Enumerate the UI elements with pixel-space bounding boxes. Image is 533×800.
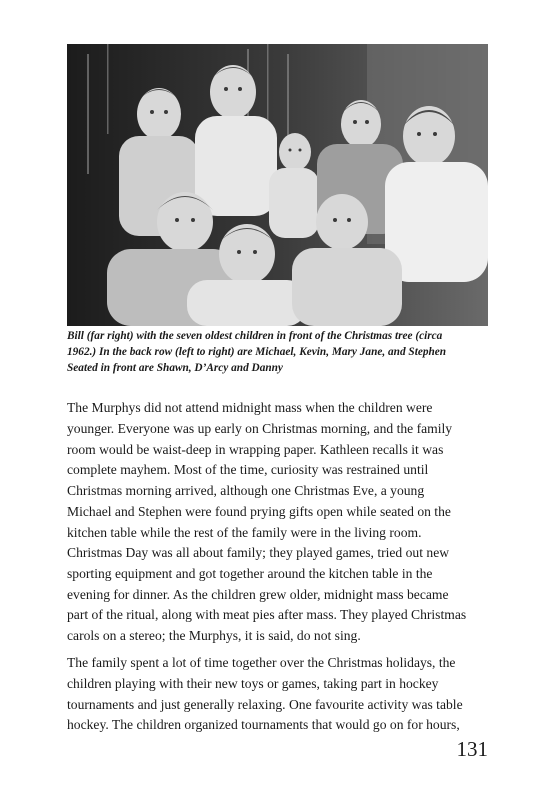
text-line: Michael and Stephen were found prying gifts open while seated on the <box>67 503 451 519</box>
text-line: Christmas Day was all about family; they played games, tried out new <box>67 545 450 560</box>
text-line: complete mayhem. Most of the time, curiosity was restrained until <box>67 462 429 478</box>
family-photo-icon <box>67 44 488 326</box>
text-line: sporting equipment and got together around the kitchen table in the <box>67 565 433 581</box>
body-paragraph-2 <box>67 543 497 647</box>
family-photo <box>67 44 488 326</box>
text-line: room would be waist-deep in wrapping paper. Kathleen recalls it was <box>67 441 444 457</box>
body-paragraph-3 <box>67 653 497 736</box>
text-line: The Murphys did not attend midnight mass when the children were <box>67 400 433 415</box>
text-line: part of the ritual, along with meat pies after mass. They played Christmas <box>67 607 467 623</box>
text-line: tournaments and just generally relaxing. One favourite activity was table <box>67 696 463 712</box>
text-line: younger. Everyone was up early on Christmas morning, and the family <box>67 420 453 436</box>
text-line: kitchen table while the rest of the family were in the living room. <box>67 524 422 540</box>
page-number: 131 <box>456 737 488 761</box>
text-line: Christmas morning arrived, although one Christmas Eve, a young <box>67 483 425 499</box>
caption-line: Bill (far right) with the seven oldest children in front of the Christmas tree (circa <box>67 330 443 342</box>
photo-caption <box>67 328 497 376</box>
caption-line: Seated in front are Shawn, D’Arcy and Danny <box>67 362 283 374</box>
body-paragraph-1 <box>67 398 497 544</box>
text-line: carols on a stereo; the Murphys, it is said, do not sing. <box>67 628 361 644</box>
text-line: evening for dinner. As the children grew older, midnight mass became <box>67 586 449 602</box>
text-line: The family spent a lot of time together over the Christmas holidays, the <box>67 655 456 670</box>
text-line: hockey. The children organized tournaments that would go on for hours, <box>67 717 460 733</box>
text-line: children playing with their new toys or games, taking part in hockey <box>67 675 439 691</box>
caption-line: 1962.) In the back row (left to right) are Michael, Kevin, Mary Jane, and Stephen <box>67 346 447 358</box>
